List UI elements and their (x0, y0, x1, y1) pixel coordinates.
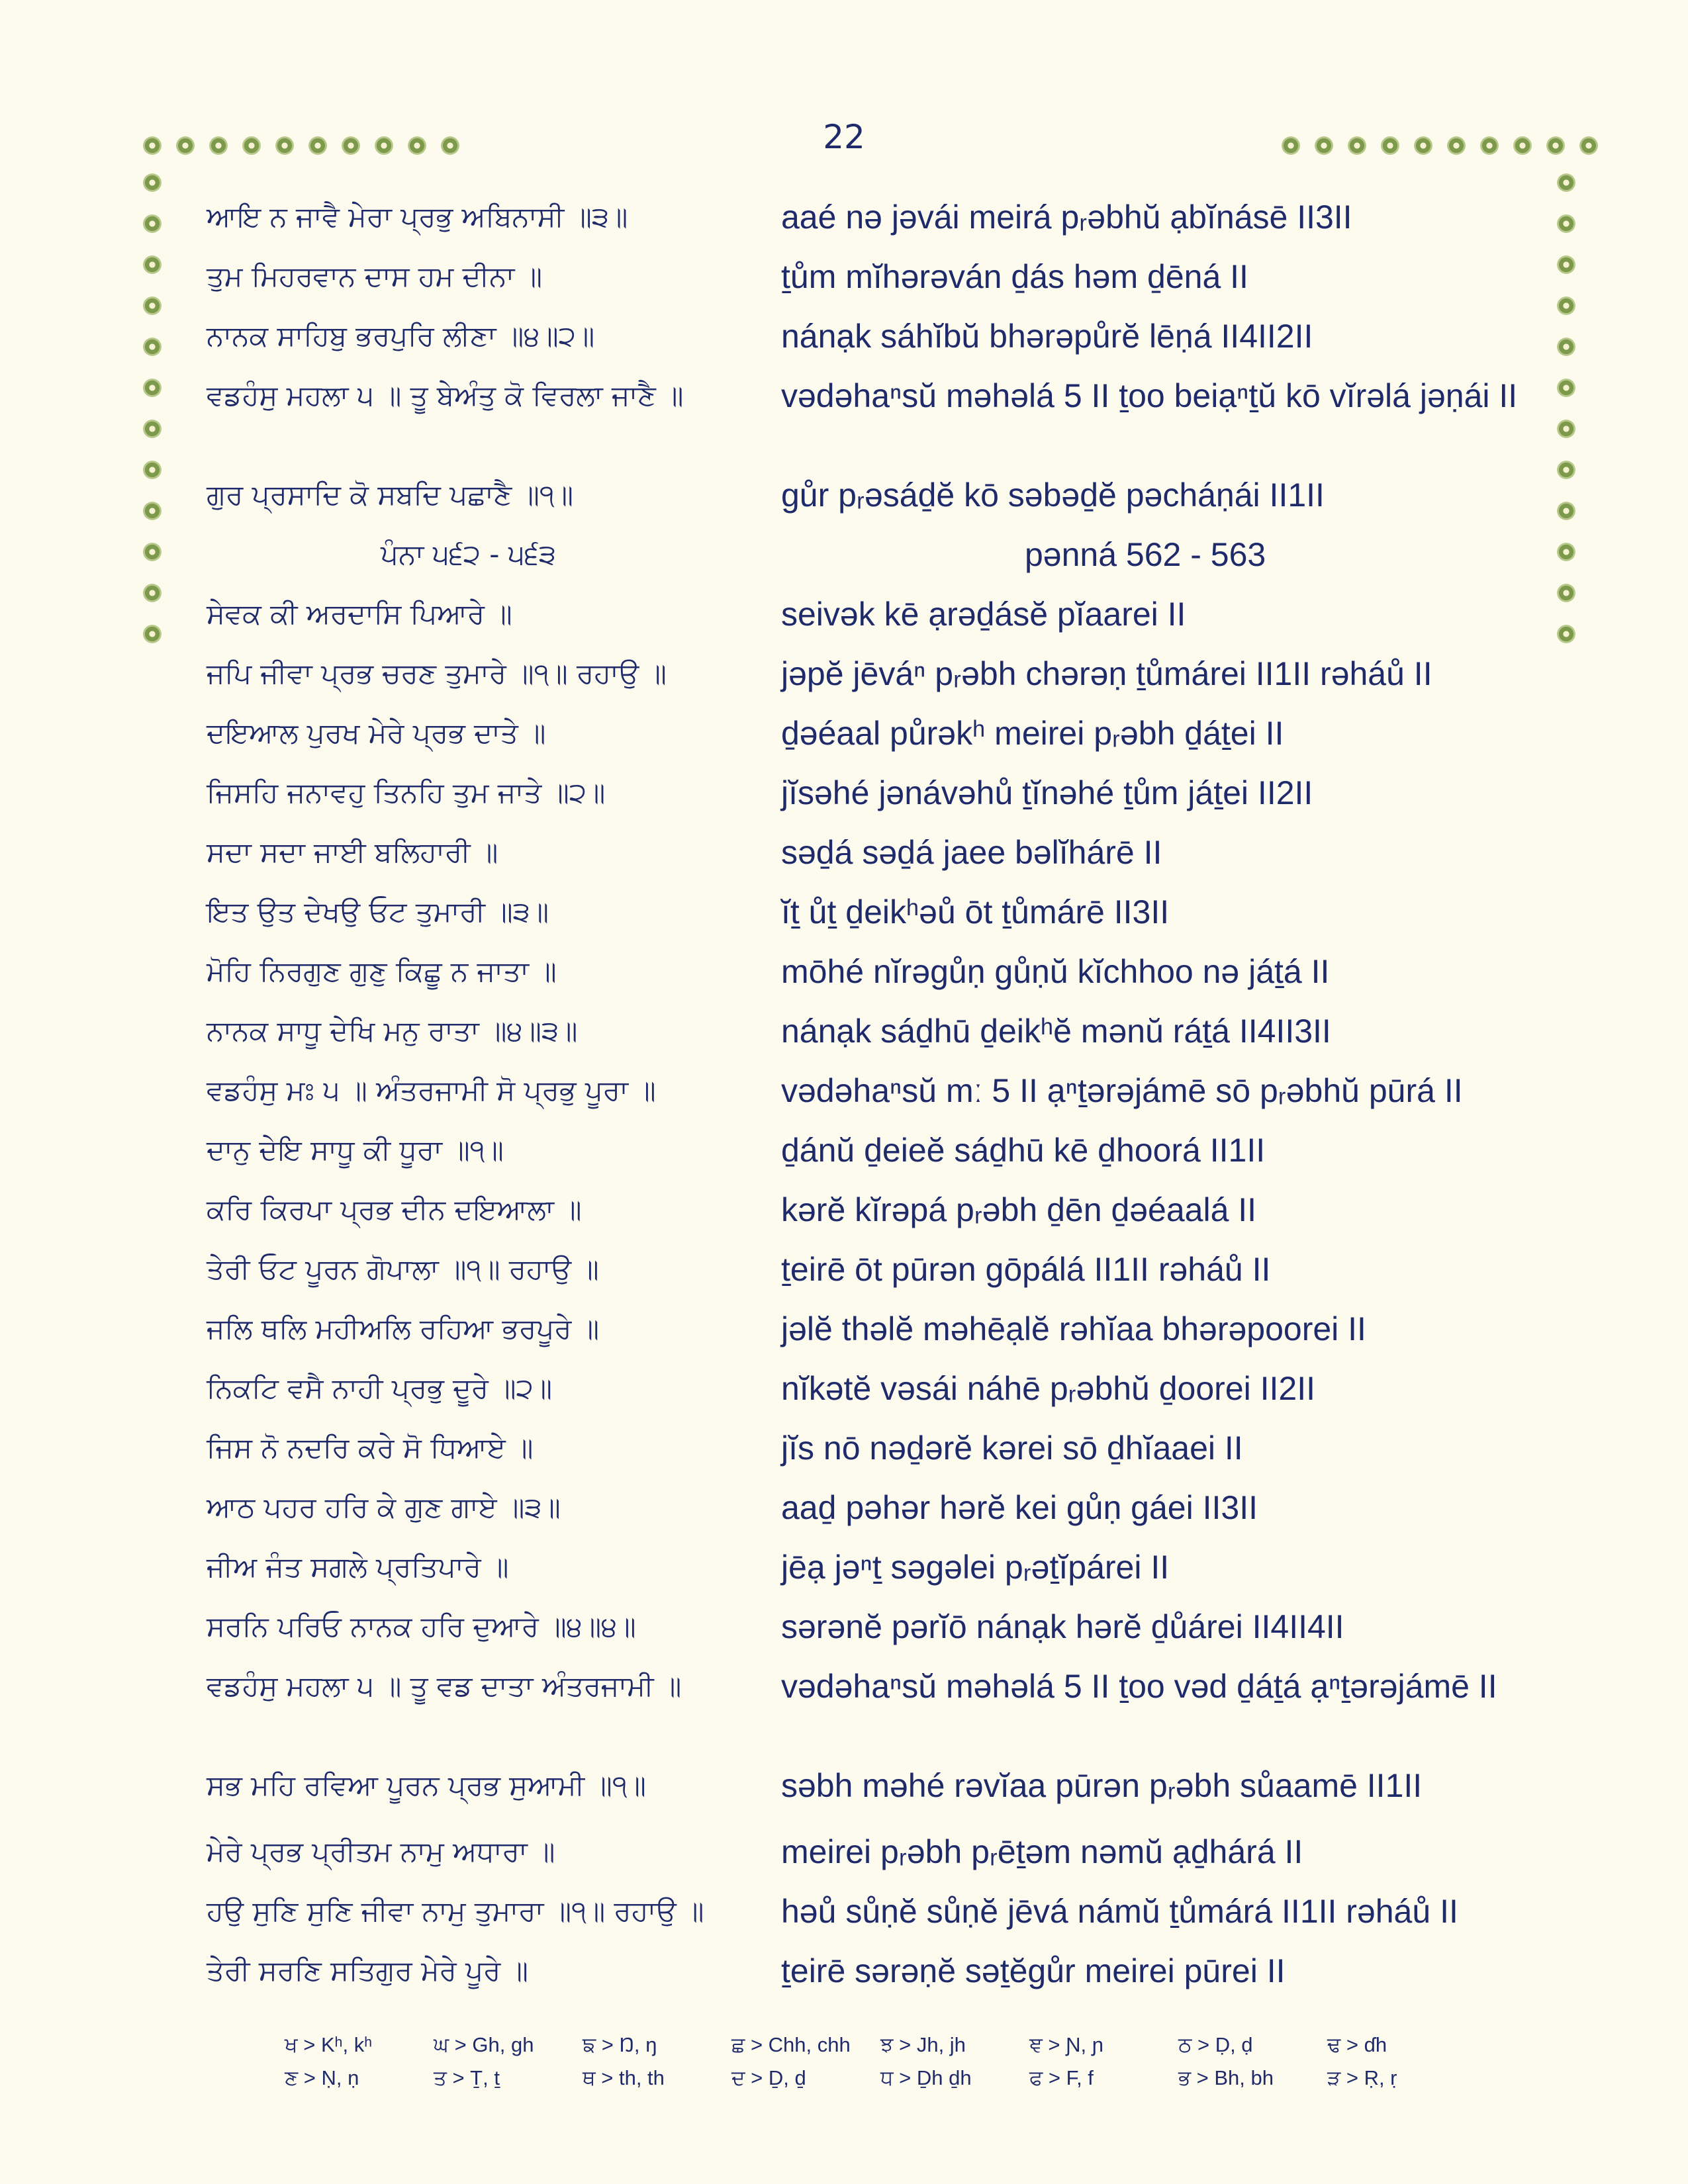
flower-icon (1315, 136, 1333, 155)
legend-item: ਥ > th, th (583, 2066, 665, 2089)
legend-row (285, 2033, 1476, 2066)
gurmukhi-text: ਆਇ ਨ ਜਾਵੈ ਮੇਰਾ ਪ੍ਰਭੁ ਅਬਿਨਾਸੀ ॥੩॥ (207, 201, 628, 233)
transliteration-text: vədəhaⁿsŭ məhəlá 5 II ṯoo vəd ḏáṯá ạⁿṯərəjámē II (781, 1668, 1497, 1705)
gurmukhi-text: ਜਪਿ ਜੀਵਾ ਪ੍ਰਭ ਚਰਣ ਤੁਮਾਰੇ ॥੧॥ ਰਹਾਉ ॥ (207, 657, 667, 690)
gurmukhi-text: ਇਤ ਉਤ ਦੇਖਉ ਓਟ ਤੁਮਾਰੀ ॥੩॥ (207, 895, 549, 928)
flower-icon (143, 255, 162, 274)
flower-icon (1282, 136, 1300, 155)
flower-icon (1579, 136, 1598, 155)
flower-icon (242, 136, 261, 155)
flower-icon (1480, 136, 1499, 155)
gurmukhi-text: ਕਰਿ ਕਿਰਪਾ ਪ੍ਰਭ ਦੀਨ ਦਇਆਲਾ ॥ (207, 1193, 582, 1226)
gurmukhi-text: ਸੇਵਕ ਕੀ ਅਰਦਾਸਿ ਪਿਆਰੇ ॥ (207, 598, 512, 630)
transliteration-text: həů sůṇĕ sůṇĕ jēvá námŭ ṯůmárá II1II rəháů II (781, 1893, 1458, 1930)
legend-item: ੜ > Ṛ, ṛ (1327, 2066, 1397, 2089)
legend-item: ਖ > Kʰ, kʰ (285, 2033, 373, 2056)
flower-icon (308, 136, 327, 155)
transliteration-text: nánạk sáhĭbŭ bhərəpůrĕ lēṇá II4II2II (781, 318, 1313, 355)
gurmukhi-text: ਤੁਮ ਮਿਹਰਵਾਨ ਦਾਸ ਹਮ ਦੀਨਾ ॥ (207, 260, 543, 293)
gurmukhi-text: ਸਰਨਿ ਪਰਿਓ ਨਾਨਕ ਹਰਿ ਦੁਆਰੇ ॥੪॥੪॥ (207, 1610, 636, 1643)
gurmukhi-text: ਮੇਰੇ ਪ੍ਰਭ ਪ੍ਰੀਤਮ ਨਾਮੁ ਅਧਾਰਾ ॥ (207, 1835, 555, 1868)
transliteration-text: sərənĕ pərĭō nánạk hərĕ ḏůárei II4II4II (781, 1608, 1344, 1645)
legend-item: ਠ > Ḍ, ḍ (1178, 2033, 1253, 2056)
flower-icon (408, 136, 426, 155)
gurmukhi-text: ਆਠ ਪਹਰ ਹਰਿ ਕੇ ਗੁਣ ਗਾਏ ॥੩॥ (207, 1491, 561, 1524)
flower-icon (1546, 136, 1565, 155)
flower-icon (143, 136, 162, 155)
legend-item: ਢ > ɗh (1327, 2033, 1387, 2056)
flower-icon (1557, 338, 1575, 356)
flower-icon (1557, 379, 1575, 397)
transliteration-text: ṯům mĭhərəván ḏás həm ḏēná II (781, 258, 1248, 295)
legend-item: ਘ > Gh, gh (434, 2033, 534, 2056)
gurmukhi-text: ਨਾਨਕ ਸਾਧੂ ਦੇਖਿ ਮਨੁ ਰਾਤਾ ॥੪॥੩॥ (207, 1015, 578, 1047)
legend-item: ਙ > Ŋ, ŋ (583, 2033, 657, 2056)
flower-icon (1513, 136, 1532, 155)
flower-icon (375, 136, 393, 155)
legend-row (285, 2066, 1476, 2099)
flower-icon (143, 379, 162, 397)
legend-item: ਤ > Ṯ, ṯ (434, 2066, 500, 2089)
legend-item: ਛ > Chh, chh (731, 2033, 851, 2056)
gurmukhi-text: ਦਇਆਲ ਪੁਰਖ ਮੇਰੇ ਪ੍ਰਭ ਦਾਤੇ ॥ (207, 717, 546, 749)
flower-icon (143, 420, 162, 438)
gurmukhi-text: ਸਭ ਮਹਿ ਰਵਿਆ ਪੂਰਨ ਪ੍ਰਭ ਸੁਆਮੀ ॥੧॥ (207, 1769, 646, 1801)
transliteration-text: aaḏ pəhər hərĕ kei gůṇ gáei II3II (781, 1489, 1258, 1526)
flower-icon (1447, 136, 1466, 155)
gurmukhi-text: ਜਲਿ ਥਲਿ ਮਹੀਅਲਿ ਰਹਿਆ ਭਰਪੂਰੇ ॥ (207, 1312, 600, 1345)
transliteration-text: kərĕ kĭrəpá pᵣəbh ḏēn ḏəéaalá II (781, 1191, 1257, 1228)
transliteration-text: ĭṯ ůṯ ḏeikʰəů ōt ṯůmárē II3II (781, 893, 1170, 931)
gurmukhi-text: ਮੋਹਿ ਨਿਰਗੁਣ ਗੁਣੁ ਕਿਛੂ ਨ ਜਾਤਾ ॥ (207, 955, 557, 987)
flower-icon (1414, 136, 1432, 155)
gurmukhi-text: ਦਾਨੁ ਦੇਇ ਸਾਧੂ ਕੀ ਧੂਰਾ ॥੧॥ (207, 1134, 504, 1166)
gurmukhi-text: ਵਡਹੰਸੁ ਮਃ ੫ ॥ ਅੰਤਰਜਾਮੀ ਸੋ ਪ੍ਰਭੁ ਪੂਰਾ ॥ (207, 1074, 656, 1107)
floral-border-top-left (143, 136, 459, 155)
transliteration-text: jəlĕ thəlĕ məhēạlĕ rəhĭaa bhərəpoorei II (781, 1310, 1366, 1347)
legend-item: ਫ > F, f (1029, 2066, 1094, 2089)
gurmukhi-text: ਜਿਸਹਿ ਜਨਾਵਹੁ ਤਿਨਹਿ ਤੁਮ ਜਾਤੇ ॥੨॥ (207, 776, 606, 809)
transliteration-heading: pənná 562 - 563 (1025, 536, 1266, 573)
gurmukhi-text: ਨਾਨਕ ਸਾਹਿਬੁ ਭਰਪੁਰਿ ਲੀਣਾ ॥੪॥੨॥ (207, 320, 595, 352)
transliteration-text: nánạk sáḏhū ḏeikʰĕ mənŭ ráṯá II4II3II (781, 1013, 1331, 1050)
flower-icon (1557, 255, 1575, 274)
gurmukhi-text: ਹਉ ਸੁਣਿ ਸੁਣਿ ਜੀਵਾ ਨਾਮੁ ਤੁਮਾਰਾ ॥੧॥ ਰਹਾਉ ॥ (207, 1895, 704, 1927)
legend-item: ਞ > Ɲ, ɲ (1029, 2033, 1103, 2056)
floral-border-left (143, 173, 162, 643)
gurmukhi-text: ਤੇਰੀ ਸਰਣਿ ਸਤਿਗੁਰ ਮੇਰੇ ਪੂਰੇ ॥ (207, 1954, 528, 1987)
transliteration-text: ṯeirē ōt pūrən gōpálá II1II rəháů II (781, 1251, 1271, 1288)
legend-item: ਧ > Ḏh ḏh (880, 2066, 972, 2089)
flower-icon (143, 461, 162, 479)
gurmukhi-text: ਤੇਰੀ ਓਟ ਪੂਰਨ ਗੋਪਾਲਾ ॥੧॥ ਰਹਾਉ ॥ (207, 1253, 599, 1285)
flower-icon (143, 584, 162, 602)
gurmukhi-text: ਜਿਸ ਨੋ ਨਦਰਿ ਕਰੇ ਸੋ ਧਿਆਏ ॥ (207, 1432, 534, 1464)
flower-icon (342, 136, 360, 155)
gurmukhi-heading: ਪੰਨਾ ੫੬੨ - ੫੬੩ (381, 538, 557, 570)
transliteration-text: gůr pᵣəsáḏĕ kō səbəḏĕ pəcháṇái II1II (781, 477, 1325, 514)
flower-icon (143, 338, 162, 356)
transliteration-text: vədəhaⁿsŭ məhəlá 5 II ṯoo beiạⁿṯŭ kō vĭrəlá jəṇái II (781, 377, 1518, 414)
transliteration-text: vədəhaⁿsŭ mː 5 II ạⁿṯərəjámē sō pᵣəbhŭ pūrá II (781, 1072, 1463, 1109)
transliteration-text: meirei pᵣəbh pᵣēṯəm nəmŭ ạḏhárá II (781, 1833, 1303, 1870)
flower-icon (1557, 584, 1575, 602)
gurmukhi-text: ਜੀਅ ਜੰਤ ਸਗਲੇ ਪ੍ਰਤਿਪਾਰੇ ॥ (207, 1551, 509, 1583)
legend-item: ਝ > Jh, jh (880, 2033, 966, 2056)
transliteration-text: ḏánŭ ḏeieĕ sáḏhū kē ḏhoorá II1II (781, 1132, 1266, 1169)
flower-icon (1557, 420, 1575, 438)
flower-icon (143, 625, 162, 643)
flower-icon (1557, 173, 1575, 192)
flower-icon (1381, 136, 1399, 155)
transliteration-text: seivək kē ạrəḏásĕ pĭaarei II (781, 596, 1186, 633)
flower-icon (143, 214, 162, 233)
legend-item: ਦ > Ḏ, ḏ (731, 2066, 806, 2089)
flower-icon (143, 502, 162, 520)
flower-icon (1557, 625, 1575, 643)
flower-icon (209, 136, 228, 155)
gurmukhi-text: ਗੁਰ ਪ੍ਰਸਾਦਿ ਕੋ ਸਬਦਿ ਪਛਾਣੈ ॥੧॥ (207, 478, 574, 511)
floral-border-top-right (1282, 136, 1598, 155)
transliteration-text: mōhé nĭrəgůṇ gůṇŭ kĭchhoo nə jáṯá II (781, 953, 1330, 990)
transliteration-text: jēạ jəⁿṯ səgəlei pᵣəṯĭpárei II (781, 1549, 1170, 1586)
transliteration-legend (285, 2033, 1476, 2099)
legend-item: ਣ > Ṇ, ṇ (285, 2066, 359, 2089)
transliteration-text: ḏəéaal půrəkʰ meirei pᵣəbh ḏáṯei II (781, 715, 1284, 752)
transliteration-text: aaé nə jəvái meirá pᵣəbhŭ ạbĭnásē II3II (781, 199, 1352, 236)
flower-icon (1557, 502, 1575, 520)
gurmukhi-text: ਵਡਹੰਸੁ ਮਹਲਾ ੫ ॥ ਤੂ ਵਡ ਦਾਤਾ ਅੰਤਰਜਾਮੀ ॥ (207, 1670, 682, 1702)
page-number: 22 (823, 118, 865, 156)
transliteration-text: səḏá səḏá jaee bəlĭhárē II (781, 834, 1162, 871)
legend-item: ਭ > Bh, bh (1178, 2066, 1274, 2089)
transliteration-text: jĭsəhé jənávəhů ṯĭnəhé ṯům jáṯei II2II (781, 774, 1313, 811)
transliteration-text: jĭs nō nəḏərĕ kərei sō ḏhĭaaei II (781, 1430, 1243, 1467)
flower-icon (275, 136, 294, 155)
flower-icon (1557, 296, 1575, 315)
transliteration-text: səbh məhé rəvĭaa pūrən pᵣəbh sůaamē II1II (781, 1767, 1423, 1804)
transliteration-text: jəpĕ jēváⁿ pᵣəbh chərəṇ ṯůmárei II1II rəháů II (781, 655, 1432, 692)
gurmukhi-text: ਸਦਾ ਸਦਾ ਜਾਈ ਬਲਿਹਾਰੀ ॥ (207, 836, 498, 868)
flower-icon (143, 543, 162, 561)
flower-icon (1557, 461, 1575, 479)
flower-icon (1348, 136, 1366, 155)
flower-icon (143, 173, 162, 192)
flower-icon (1557, 214, 1575, 233)
flower-icon (441, 136, 459, 155)
flower-icon (143, 296, 162, 315)
transliteration-text: ṯeirē sərəṇĕ səṯĕgůr meirei pūrei II (781, 1952, 1286, 1989)
gurmukhi-text: ਵਡਹੰਸੁ ਮਹਲਾ ੫ ॥ ਤੂ ਬੇਅੰਤੁ ਕੋ ਵਿਰਲਾ ਜਾਣੈ ॥ (207, 379, 684, 412)
flower-icon (176, 136, 195, 155)
transliteration-text: nĭkətĕ vəsái náhē pᵣəbhŭ ḏoorei II2II (781, 1370, 1316, 1407)
gurmukhi-text: ਨਿਕਟਿ ਵਸੈ ਨਾਹੀ ਪ੍ਰਭੁ ਦੂਰੇ ॥੨॥ (207, 1372, 553, 1404)
